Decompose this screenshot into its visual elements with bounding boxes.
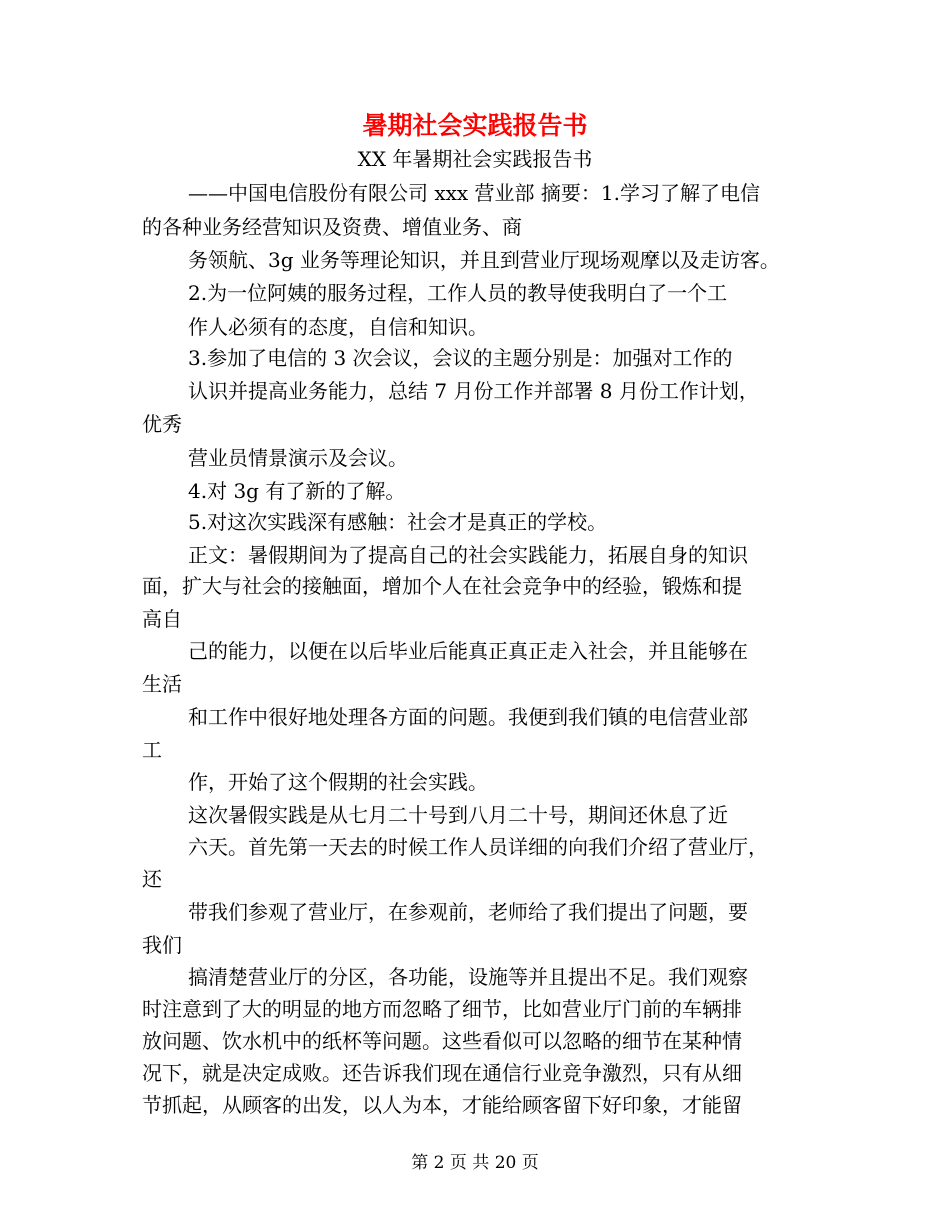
body-line: 正文：暑假期间为了提高自己的社会实践能力，拓展自身的知识 [188, 543, 748, 567]
body-line: 的各种业务经营知识及资费、增值业务、商 [142, 215, 522, 239]
body-line: 己的能力，以便在以后毕业后能真正真正走入社会，并且能够在 [188, 639, 748, 663]
body-line: 面，扩大与社会的接触面，增加个人在社会竞争中的经验，锻炼和提 [142, 574, 742, 598]
body-line: 我们 [142, 933, 182, 957]
body-line: 高自 [142, 607, 182, 631]
body-line: 工 [142, 738, 162, 762]
body-line: 优秀 [142, 412, 182, 436]
body-line: 和工作中很好地处理各方面的问题。我便到我们镇的电信营业部 [188, 705, 748, 729]
body-line: 2.为一位阿姨的服务过程，工作人员的教导使我明白了一个工 [188, 281, 728, 305]
body-line: 作人必须有的态度，自信和知识。 [188, 315, 488, 339]
page-footer: 第 2 页 共 20 页 [411, 1153, 539, 1173]
body-line: 六天。首先第一天去的时候工作人员详细的向我们介绍了营业厅， [188, 835, 768, 859]
body-line: 况下，就是决定成败。还告诉我们现在通信行业竞争激烈，只有从细 [142, 1061, 742, 1085]
body-line: 带我们参观了营业厅，在参观前，老师给了我们提出了问题，要 [188, 900, 748, 924]
body-line: 还 [142, 867, 162, 891]
body-line: 生活 [142, 672, 182, 696]
document-title: 暑期社会实践报告书 [362, 111, 588, 140]
body-line: 这次暑假实践是从七月二十号到八月二十号，期间还休息了近 [188, 803, 728, 827]
body-line: 认识并提高业务能力，总结 7 月份工作并部署 8 月份工作计划， [188, 379, 759, 403]
body-line: 务领航、3g 业务等理论知识，并且到营业厅现场观摩以及走访客。 [188, 248, 780, 272]
document-subtitle: XX 年暑期社会实践报告书 [357, 147, 593, 171]
body-line: 搞清楚营业厅的分区，各功能，设施等并且提出不足。我们观察 [188, 965, 748, 989]
body-line: 3.参加了电信的 3 次会议，会议的主题分别是：加强对工作的 [188, 346, 733, 370]
body-line: 放问题、饮水机中的纸杯等问题。这些看似可以忽略的细节在某种情 [142, 1029, 742, 1053]
body-line: 作，开始了这个假期的社会实践。 [188, 770, 488, 794]
body-line: 时注意到了大的明显的地方而忽略了细节，比如营业厅门前的车辆排 [142, 997, 742, 1021]
body-line: 4.对 3g 有了新的了解。 [188, 479, 406, 503]
body-line: 节抓起，从顾客的出发，以人为本，才能给顾客留下好印象，才能留 [142, 1093, 742, 1117]
body-line: 营业员情景演示及会议。 [188, 446, 408, 470]
body-line: 5.对这次实践深有感触：社会才是真正的学校。 [188, 510, 608, 534]
body-line: ——中国电信股份有限公司 xxx 营业部 摘要：1.学习了解了电信 [188, 181, 760, 205]
